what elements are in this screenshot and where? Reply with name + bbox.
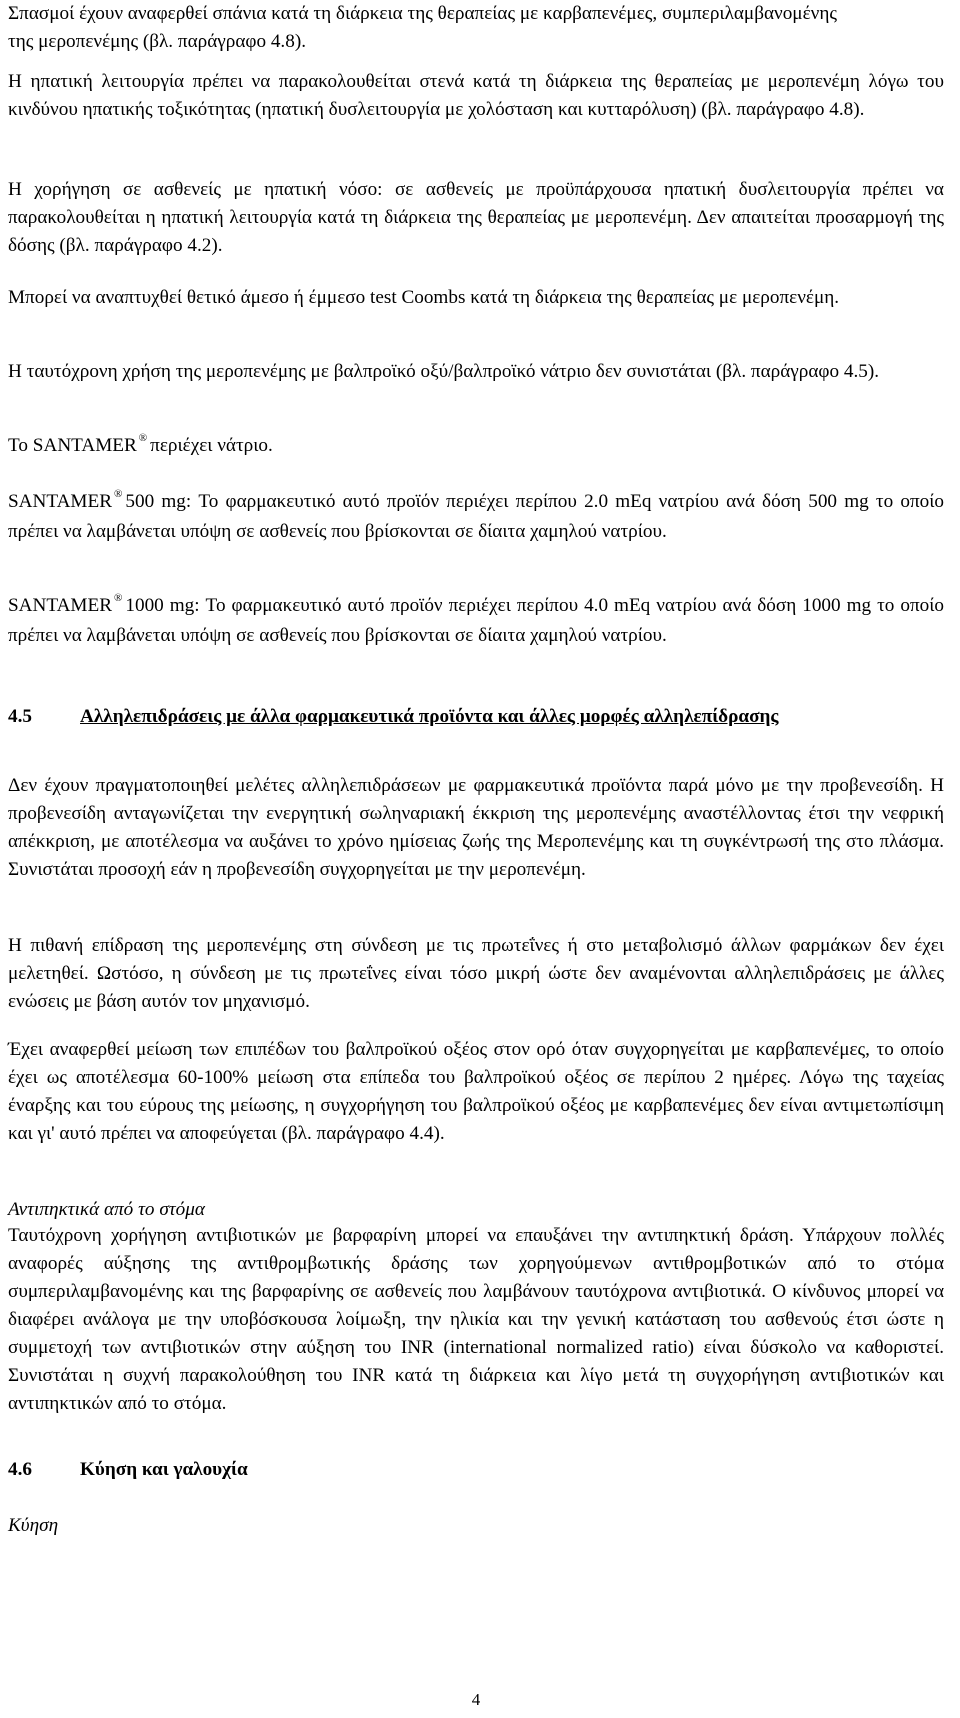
paragraph-valproate: Η ταυτόχρονη χρήση της μεροπενέμης με βαλπροϊκό οξύ/βαλπροϊκό νάτριο δεν συνιστάται (βλ. παράγραφο 4.5). xyxy=(8,361,880,382)
paragraph-500mg xyxy=(8,488,944,546)
paragraph-seizures: Σπασμοί έχουν αναφερθεί σπάνια κατά τη διάρκεια της θεραπείας με καρβαπενέμες, συμπεριλαμβανομένης της μεροπενέμης (βλ. παράγραφο 4.8). xyxy=(8,3,837,52)
section-title: Αλληλεπιδράσεις με άλλα φαρμακευτικά προϊόντα και άλλες μορφές αλληλεπίδρασης xyxy=(80,706,779,727)
paragraph-hepatic-disease: Η χορήγηση σε ασθενείς με ηπατική νόσο: σε ασθενείς με προϋπάρχουσα ηπατική δυσλειτουργία πρέπει να παρακολουθείται η ηπατική λειτουργία κατά τη διάρκεια της θεραπείας με μεροπενέμη. Δεν απαιτείται προσαρμογή της δόσης (βλ. παράγραφο 4.2). xyxy=(8,179,944,256)
paragraph-hepatic-monitoring: Η ηπατική λειτουργία πρέπει να παρακολουθείται στενά κατά τη διάρκεια της θεραπείας με μεροπενέμη λόγω του κινδύνου ηπατικής τοξικότητας (ηπατική δυσλειτουργία με χολόσταση και κυτταρόλυση) (βλ. παράγραφο 4.8). xyxy=(8,71,944,120)
paragraph-probenecid: Δεν έχουν πραγματοποιηθεί μελέτες αλληλεπιδράσεων με φαρμακευτικά προϊόντα παρά μόνο με την προβενεσίδη. Η προβενεσίδη ανταγωνίζεται την ενεργητική σωληναριακή έκκριση της μεροπενέμης αναστέλλοντας έτσι την νεφρική απέκκριση, με αποτέλεσμα να αυξάνει το χρόνο ημίσειας ζωής της Μεροπενέμης και τη συγκέντρωσή της στο πλάσμα. Συνιστάται προσοχή εάν η προβενεσίδη συγχορηγείται με την μεροπενέμη. xyxy=(8,775,944,880)
paragraph-coombs: Μπορεί να αναπτυχθεί θετικό άμεσο ή έμμεσο test Coombs κατά τη διάρκεια της θεραπείας με μεροπενέμη. xyxy=(8,287,840,308)
registered-mark: ® xyxy=(138,432,148,444)
document-page xyxy=(8,0,944,1718)
section-heading-4-5 xyxy=(8,703,944,731)
paragraph-sodium xyxy=(8,432,944,462)
product-name-1000: SANTAMER xyxy=(8,595,113,616)
sodium-text-pre: Το SANTAMER xyxy=(8,435,137,456)
page-number: 4 xyxy=(471,1690,481,1709)
product-name-500: SANTAMER xyxy=(8,491,113,512)
section-title: Κύηση και γαλουχία xyxy=(80,1459,248,1480)
paragraph-1000mg xyxy=(8,592,944,650)
paragraph-valproic-acid: Έχει αναφερθεί μείωση των επιπέδων του βαλπροϊκού οξέος στον ορό όταν συγχορηγείται με καρβαπενέμες, το οποίο έχει ως αποτέλεσμα 60-100% μείωση στα επίπεδα του βαλπροϊκού οξέος σε περίπου 2 ημέρες. Λόγω της ταχείας έναρξης και του εύρους της μείωσης, η συγχορήγηση του βαλπροϊκού οξέος με καρβαπενέμες δεν είναι αντιμετωπίσιμη και γι' αυτό πρέπει να αποφεύγεται (βλ. παράγραφο 4.4). xyxy=(8,1039,944,1144)
subheading-pregnancy: Κύηση xyxy=(8,1515,59,1536)
registered-mark: ® xyxy=(114,592,123,604)
paragraph-protein-binding: Η πιθανή επίδραση της μεροπενέμης στη σύνδεση με τις πρωτεΐνες ή στο μεταβολισμό άλλων φαρμάκων δεν έχει μελετηθεί. Ωστόσο, η σύνδεση με τις πρωτεΐνες είναι τόσο μικρή ώστε δεν αναμένονται αλληλεπιδράσεις με άλλες ενώσεις με βάση αυτόν τον μηχανισμό. xyxy=(8,935,944,1012)
subheading-oral-anticoagulants: Αντιπηκτικά από το στόμα xyxy=(8,1199,205,1220)
dose-500-text: 500 mg: Το φαρμακευτικό αυτό προϊόν περιέχει περίπου 2.0 mEq νατρίου ανά δόση 500 mg το οποίο πρέπει να λαμβάνεται υπόψη σε ασθενείς που βρίσκονται σε δίαιτα χαμηλού νατρίου. xyxy=(8,491,944,542)
sodium-text-post: περιέχει νάτριο. xyxy=(150,435,273,456)
paragraph-anticoagulants: Ταυτόχρονη χορήγηση αντιβιοτικών με βαρφαρίνη μπορεί να επαυξάνει την αντιπηκτική δράση. Υπάρχουν πολλές αναφορές αύξησης της αντιθρομβωτικής δράσης των χορηγούμενων αντιθρομβοτικών από το στόμα συμπεριλαμβανομένης και της βαρφαρίνης σε ασθενείς που λαμβάνουν ταυτόχρονα αντιβιοτικά. Ο κίνδυνος μπορεί να διαφέρει ανάλογα με την υποβόσκουσα λοίμωξη, την ηλικία και την γενική κατάσταση του ασθενούς έτσι ώστε η συμμετοχή των αντιβιοτικών στην αύξηση του INR (international normalized ratio) είναι δύσκολο να καθοριστεί. Συνιστάται η συχνή παρακολούθηση του INR κατά τη διάρκεια και λίγο μετά τη συγχορήγηση αντιβιοτικών και αντιπηκτικών από το στόμα. xyxy=(8,1225,944,1414)
section-number: 4.5 xyxy=(8,706,32,727)
section-number: 4.6 xyxy=(8,1459,32,1480)
section-heading-4-6 xyxy=(8,1456,944,1484)
registered-mark: ® xyxy=(114,488,123,500)
dose-1000-text: 1000 mg: Το φαρμακευτικό αυτό προϊόν περιέχει περίπου 4.0 mEq νατρίου ανά δόση 1000 mg το οποίο πρέπει να λαμβάνεται υπόψη σε ασθενείς που βρίσκονται σε δίαιτα χαμηλού νατρίου. xyxy=(8,595,944,646)
